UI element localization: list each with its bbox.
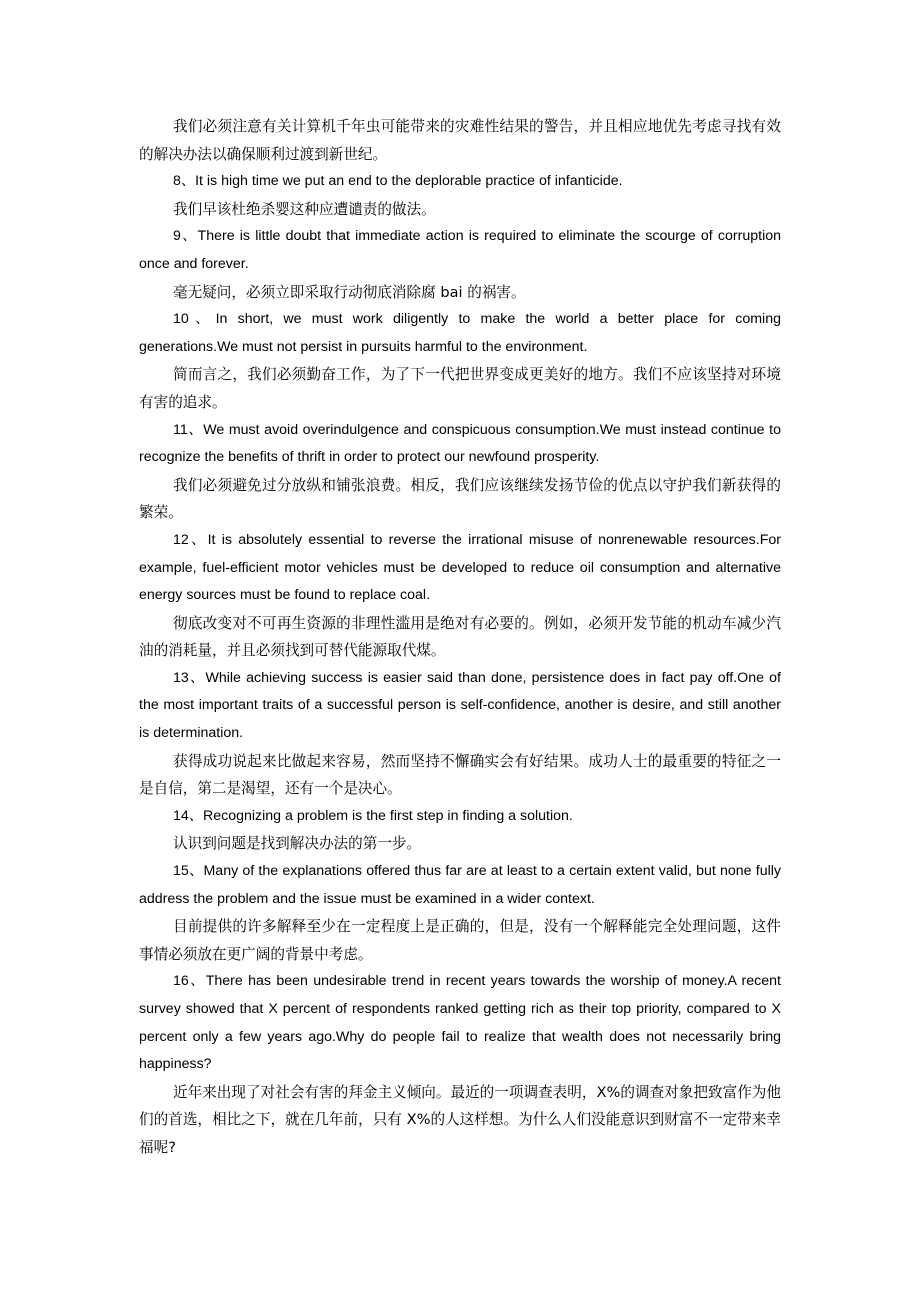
paragraph-en: 16、There has been undesirable trend in recent years towards the worship of money.A recent survey showed that X percent of respondents ranked getting rich as their top priority, compared to X percent only a few years ago.Why do people fail to realize that wealth does not necessarily bring happiness? bbox=[139, 973, 781, 1073]
paragraph-en: 15、Many of the explanations offered thus far are at least to a certain extent valid, but none fully address the problem and the issue must be examined in a wider context. bbox=[139, 863, 781, 907]
paragraph-zh: 获得成功说起来比做起来容易，然而坚持不懈确实会有好结果。成功人士的最重要的特征之一是自信，第二是渴望，还有一个是决心。 bbox=[139, 752, 781, 798]
paragraph-zh: 近年来出现了对社会有害的拜金主义倾向。最近的一项调查表明，X%的调查对象把致富作为他们的首选，相比之下，就在几年前，只有 X%的人这样想。为什么人们没能意识到财富不一定带来幸福呢? bbox=[139, 1083, 781, 1156]
paragraph-en: 9、There is little doubt that immediate action is required to eliminate the scourge of corruption once and forever. bbox=[139, 228, 781, 272]
paragraph-zh: 彻底改变对不可再生资源的非理性滥用是绝对有必要的。例如，必须开发节能的机动车减少汽油的消耗量，并且必须找到可替代能源取代煤。 bbox=[139, 614, 781, 660]
paragraph-zh: 毫无疑问，必须立即采取行动彻底消除腐 bai 的祸害。 bbox=[173, 283, 526, 301]
paragraph-zh: 我们必须避免过分放纵和铺张浪费。相反，我们应该继续发扬节俭的优点以守护我们新获得的繁荣。 bbox=[139, 476, 781, 522]
paragraph-en: 11、We must avoid overindulgence and conspicuous consumption.We must instead continue to recognize the benefits of thrift in order to protect our newfound prosperity. bbox=[139, 421, 781, 466]
paragraph-zh: 目前提供的许多解释至少在一定程度上是正确的，但是，没有一个解释能完全处理问题，这件事情必须放在更广阔的背景中考虑。 bbox=[139, 918, 781, 963]
paragraph-zh: 认识到问题是找到解决办法的第一步。 bbox=[173, 835, 422, 853]
paragraph-en: 14、Recognizing a problem is the first step in finding a solution. bbox=[173, 807, 573, 824]
paragraph-en: 8、It is high time we put an end to the deplorable practice of infanticide. bbox=[173, 173, 623, 190]
paragraph-en: 13、While achieving success is easier said than done, persistence does in fact pay off.One of the most important traits of a successful person is self-confidence, another is desire, and still another is determination. bbox=[139, 669, 781, 742]
paragraph-en: 10、In short, we must work diligently to make the world a better place for coming generations.We must not persist in pursuits harmful to the environment. bbox=[139, 311, 781, 355]
paragraph-zh: 我们必须注意有关计算机千年虫可能带来的灾难性结果的警告，并且相应地优先考虑寻找有效的解决办法以确保顺利过渡到新世纪。 bbox=[139, 118, 781, 163]
paragraph-zh: 简而言之，我们必须勤奋工作，为了下一代把世界变成更美好的地方。我们不应该坚持对环境有害的追求。 bbox=[139, 366, 781, 411]
paragraph-en: 12、It is absolutely essential to reverse the irrational misuse of nonrenewable resources.For example, fuel-efficient motor vehicles must be developed to reduce oil consumption and alternative energy sources must be found to replace coal. bbox=[139, 531, 781, 604]
document-body bbox=[139, 113, 781, 1162]
paragraph-zh: 我们早该杜绝杀婴这种应遭谴责的做法。 bbox=[173, 200, 436, 218]
